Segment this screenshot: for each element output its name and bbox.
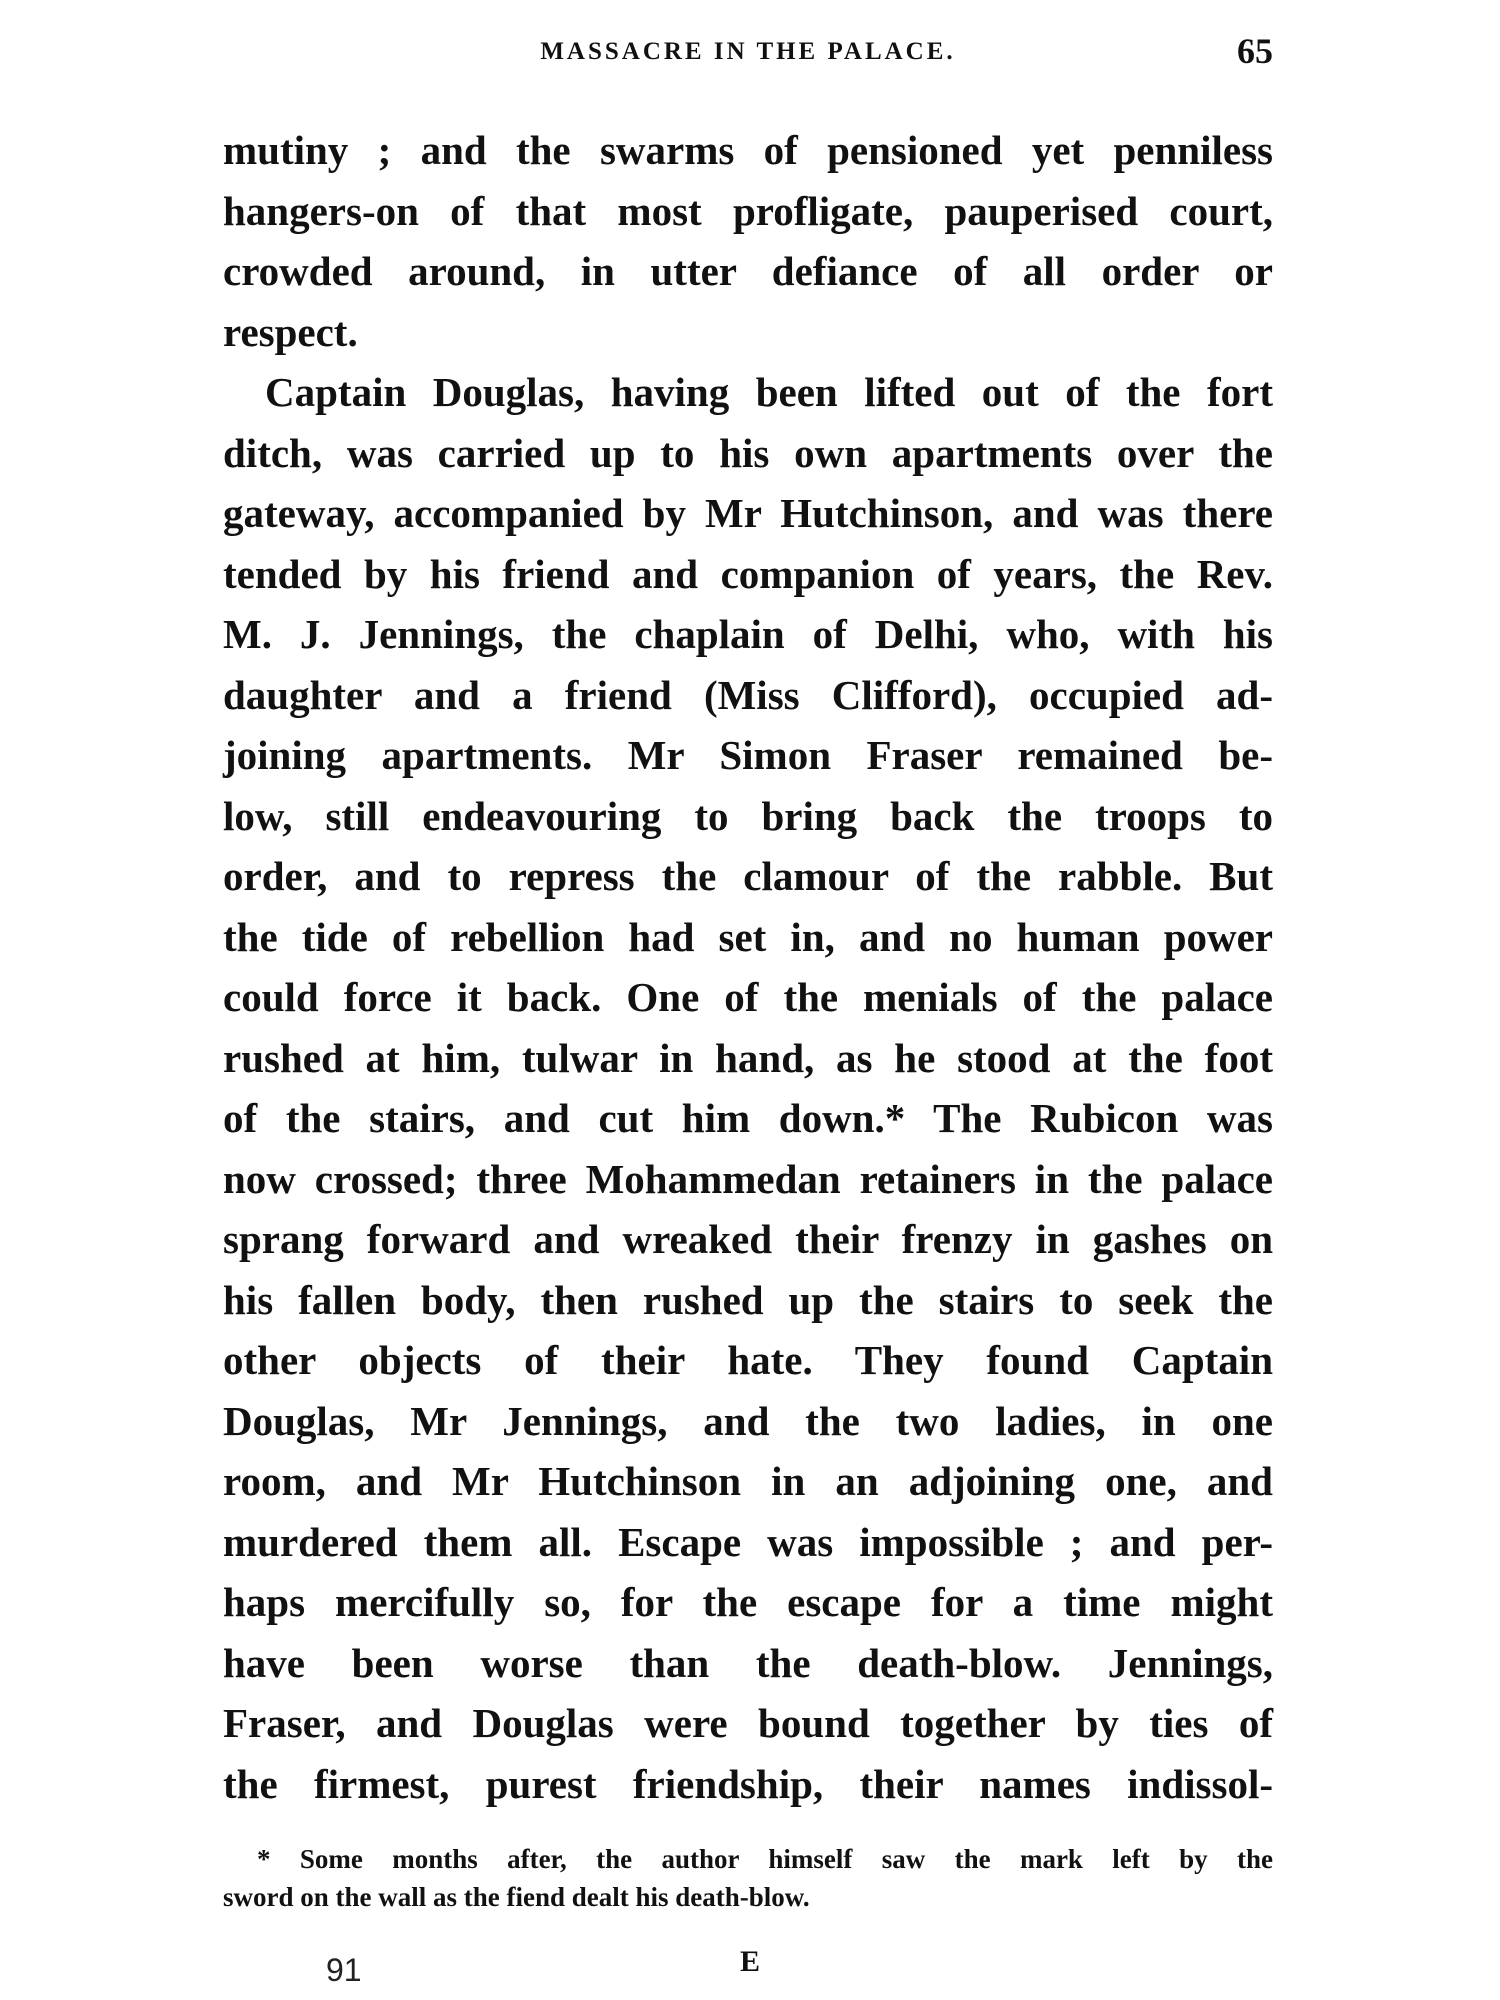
text-line: Captain Douglas, having been lifted out of the fort xyxy=(265,369,1273,415)
text-line: could force it back. One of the menials of the palace xyxy=(223,974,1273,1020)
page-number: 65 xyxy=(1237,31,1273,71)
text-line: respect. xyxy=(223,308,358,355)
text-line: mutiny ; and the swarms of pensioned yet penniless xyxy=(223,127,1273,173)
text-line: daughter and a friend (Miss Clifford), occupied ad- xyxy=(223,671,1273,718)
text-line: of the stairs, and cut him down.* The Rubicon was xyxy=(223,1095,1273,1141)
signature-mark: E xyxy=(740,1945,761,1978)
text-line: M. J. Jennings, the chaplain of Delhi, who, with his xyxy=(223,611,1273,657)
running-title: MASSACRE IN THE PALACE. xyxy=(540,38,956,65)
text-line: haps mercifully so, for the escape for a time might xyxy=(223,1579,1273,1625)
text-line: Fraser, and Douglas were bound together by ties of xyxy=(223,1700,1273,1746)
text-line: joining apartments. Mr Simon Fraser remained be- xyxy=(223,732,1273,778)
text-line: the firmest, purest friendship, their names indissol- xyxy=(223,1760,1273,1807)
footnote xyxy=(223,1840,1273,1916)
footnote-line: * Some months after, the author himself saw the mark left by the xyxy=(257,1844,1273,1874)
text-line: order, and to repress the clamour of the rabble. But xyxy=(223,853,1273,899)
text-line: his fallen body, then rushed up the stairs to seek the xyxy=(223,1276,1273,1323)
text-line: low, still endeavouring to bring back the troops to xyxy=(223,792,1273,839)
text-line: the tide of rebellion had set in, and no human power xyxy=(223,913,1273,960)
text-line: hangers-on of that most profligate, pauperised court, xyxy=(223,187,1273,234)
text-line: sprang forward and wreaked their frenzy in gashes on xyxy=(223,1216,1273,1262)
text-line: have been worse than the death-blow. Jennings, xyxy=(223,1639,1273,1686)
body-text xyxy=(223,120,1273,1814)
text-line: murdered them all. Escape was impossible ; and per- xyxy=(223,1518,1273,1565)
text-line: tended by his friend and companion of years, the Rev. xyxy=(223,550,1273,597)
scan-page-number: 91 xyxy=(326,1952,362,1988)
text-line: rushed at him, tulwar in hand, as he stood at the foot xyxy=(223,1034,1273,1081)
footnote-line: sword on the wall as the fiend dealt his death-blow. xyxy=(223,1882,810,1912)
text-line: other objects of their hate. They found Captain xyxy=(223,1337,1273,1383)
text-line: crowded around, in utter defiance of all order or xyxy=(223,248,1273,294)
text-line: gateway, accompanied by Mr Hutchinson, and was there xyxy=(223,490,1273,536)
text-line: ditch, was carried up to his own apartments over the xyxy=(223,429,1273,476)
text-line: room, and Mr Hutchinson in an adjoining one, and xyxy=(223,1458,1273,1504)
text-line: Douglas, Mr Jennings, and the two ladies, in one xyxy=(223,1397,1273,1444)
running-head xyxy=(223,30,1273,74)
text-line: now crossed; three Mohammedan retainers in the palace xyxy=(223,1155,1273,1202)
